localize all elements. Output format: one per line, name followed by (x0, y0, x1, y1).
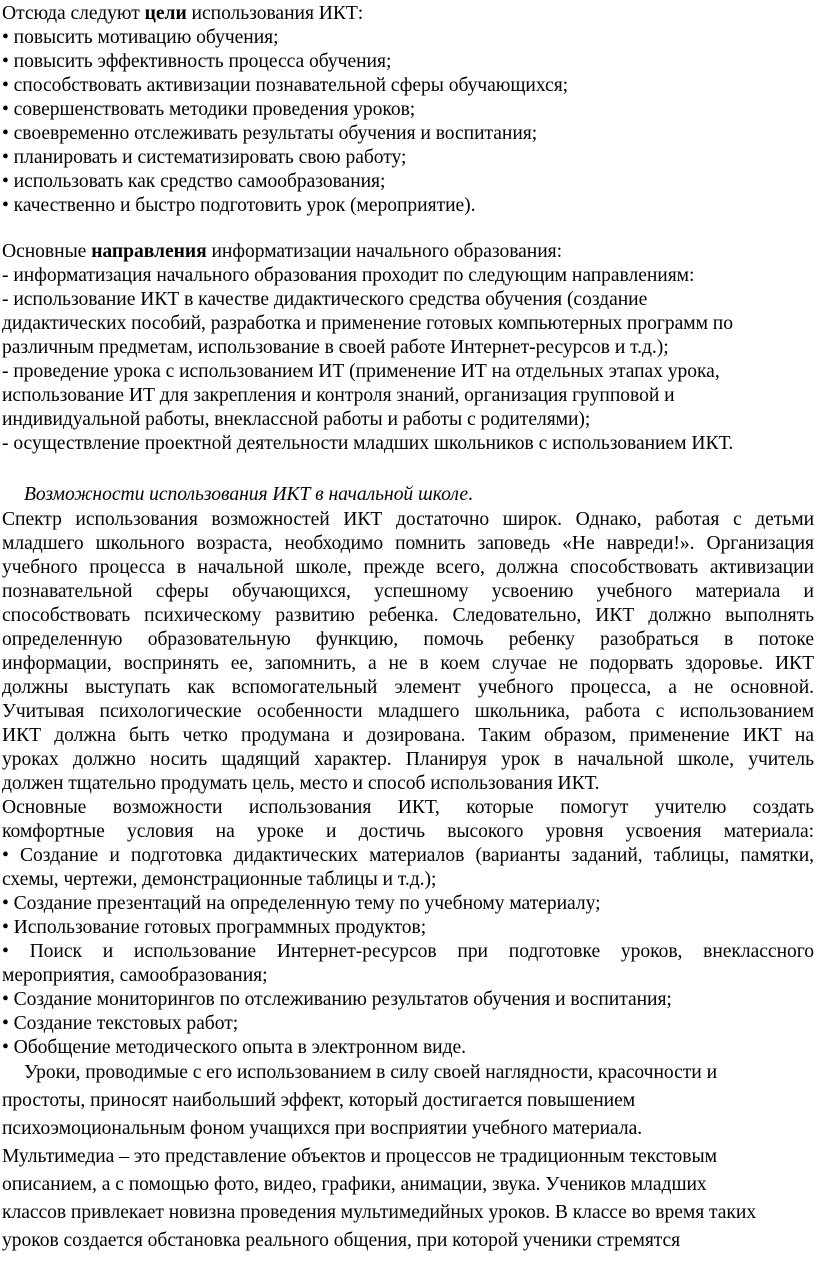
paragraph-line: • Создание презентаций на определенную тему по учебному материалу; (2, 893, 601, 914)
paragraph-line: Основные возможности использования ИКТ, которые помогут учителю создать (2, 797, 814, 818)
paragraph-line: описанием, а с помощью фото, видео, графики, анимации, звука. Учеников младших (2, 1174, 707, 1195)
paragraph-line: простоты, приносят наибольший эффект, который достигается повышением (2, 1090, 636, 1111)
goals-item: • планировать и систематизировать свою работу; (2, 147, 407, 168)
goals-intro: Отсюда следуют цели использования ИКТ: (2, 3, 364, 24)
paragraph-line: • Использование готовых программных продуктов; (2, 917, 427, 938)
paragraph-line: • Создание текстовых работ; (2, 1013, 239, 1034)
directions-line: - осуществление проектной деятельности младших школьников с использованием ИКТ. (2, 433, 734, 454)
goals-item: • совершенствовать методики проведения уроков; (2, 99, 416, 120)
directions-line: - проведение урока с использованием ИТ (применение ИТ на отдельных этапах урока, (2, 361, 720, 382)
paragraph-line: информации, воспринять ее, запомнить, а не в коем случае не подорвать здоровье. ИКТ (2, 653, 814, 674)
directions-line: дидактических пособий, разработка и применение готовых компьютерных программ по (2, 313, 733, 334)
goals-item: • качественно и быстро подготовить урок (мероприятие). (2, 195, 476, 216)
directions-line: использование ИТ для закрепления и контроля знаний, организация групповой и (2, 385, 675, 406)
paragraph-line: должен тщательно продумать цель, место и способ использования ИКТ. (2, 773, 600, 794)
paragraph-line: Мультимедиа – это представление объектов и процессов не традиционным текстовым (2, 1146, 717, 1167)
directions-line: индивидуальной работы, внеклассной работы и работы с родителями); (2, 409, 591, 430)
paragraph-line: познавательной сферы обучающихся, успешному усвоению учебного материала и (2, 581, 814, 602)
paragraph-line: определенную образовательную функцию, помочь ребенку разобраться в потоке (2, 629, 814, 650)
paragraph-line: уроков создается обстановка реального общения, при которой ученики стремятся (2, 1230, 681, 1251)
paragraph-line: ИКТ должна быть четко продумана и дозирована. Таким образом, применение ИКТ на (2, 725, 814, 746)
goals-item: • способствовать активизации познавательной сферы обучающихся; (2, 75, 569, 96)
goals-item: • повысить эффективность процесса обучения; (2, 51, 392, 72)
paragraph-line: учебного процесса в начальной школе, прежде всего, должна способствовать активизации (2, 557, 814, 578)
paragraph-line: Спектр использования возможностей ИКТ достаточно широк. Однако, работая с детьми (2, 509, 814, 530)
paragraph-line: комфортные условия на уроке и достичь высокого уровня усвоения материала: (2, 821, 814, 842)
goals-item: • своевременно отслеживать результаты обучения и воспитания; (2, 123, 538, 144)
paragraph-line: должны выступать как вспомогательный элемент учебного процесса, а не основной. (2, 677, 814, 698)
goals-item: • использовать как средство самообразования; (2, 171, 386, 192)
paragraph-line: классов привлекает новизна проведения мультимедийных уроков. В классе во время таких (2, 1202, 757, 1223)
paragraph-line: • Создание и подготовка дидактических материалов (варианты заданий, таблицы, памятки, (2, 845, 814, 866)
directions-intro: Основные направления информатизации начального образования: (2, 241, 563, 262)
directions-line: - использование ИКТ в качестве дидактического средства обучения (создание (2, 289, 648, 310)
paragraph-line: Учитывая психологические особенности младшего школьника, работа с использованием (2, 701, 814, 722)
possibilities-heading: Возможности использования ИКТ в начальной школе. (24, 484, 473, 505)
paragraph-line: • Обобщение методического опыта в электронном виде. (2, 1037, 467, 1058)
paragraph-line: уроках должно носить щадящий характер. Планируя урок в начальной школе, учитель (2, 749, 814, 770)
directions-line: различным предметам, использование в своей работе Интернет-ресурсов и т.д.); (2, 337, 669, 358)
paragraph-line: Уроки, проводимые с его использованием в силу своей наглядности, красочности и (24, 1062, 718, 1083)
paragraph-line: схемы, чертежи, демонстрационные таблицы и т.д.); (2, 869, 437, 890)
paragraph-line: мероприятия, самообразования; (2, 965, 268, 986)
goals-item: • повысить мотивацию обучения; (2, 27, 279, 48)
paragraph-line: способствовать психическому развитию ребенка. Следовательно, ИКТ должно выполнять (2, 605, 814, 626)
paragraph-line: • Поиск и использование Интернет-ресурсов при подготовке уроков, внеклассного (2, 941, 814, 962)
directions-line: - информатизация начального образования проходит по следующим направлениям: (2, 265, 695, 286)
paragraph-line: младшего школьного возраста, необходимо помнить заповедь «Не навреди!». Организация (2, 533, 814, 554)
paragraph-line: • Создание мониторингов по отслеживанию результатов обучения и воспитания; (2, 989, 672, 1010)
paragraph-line: психоэмоциональным фоном учащихся при восприятии учебного материала. (2, 1118, 643, 1139)
